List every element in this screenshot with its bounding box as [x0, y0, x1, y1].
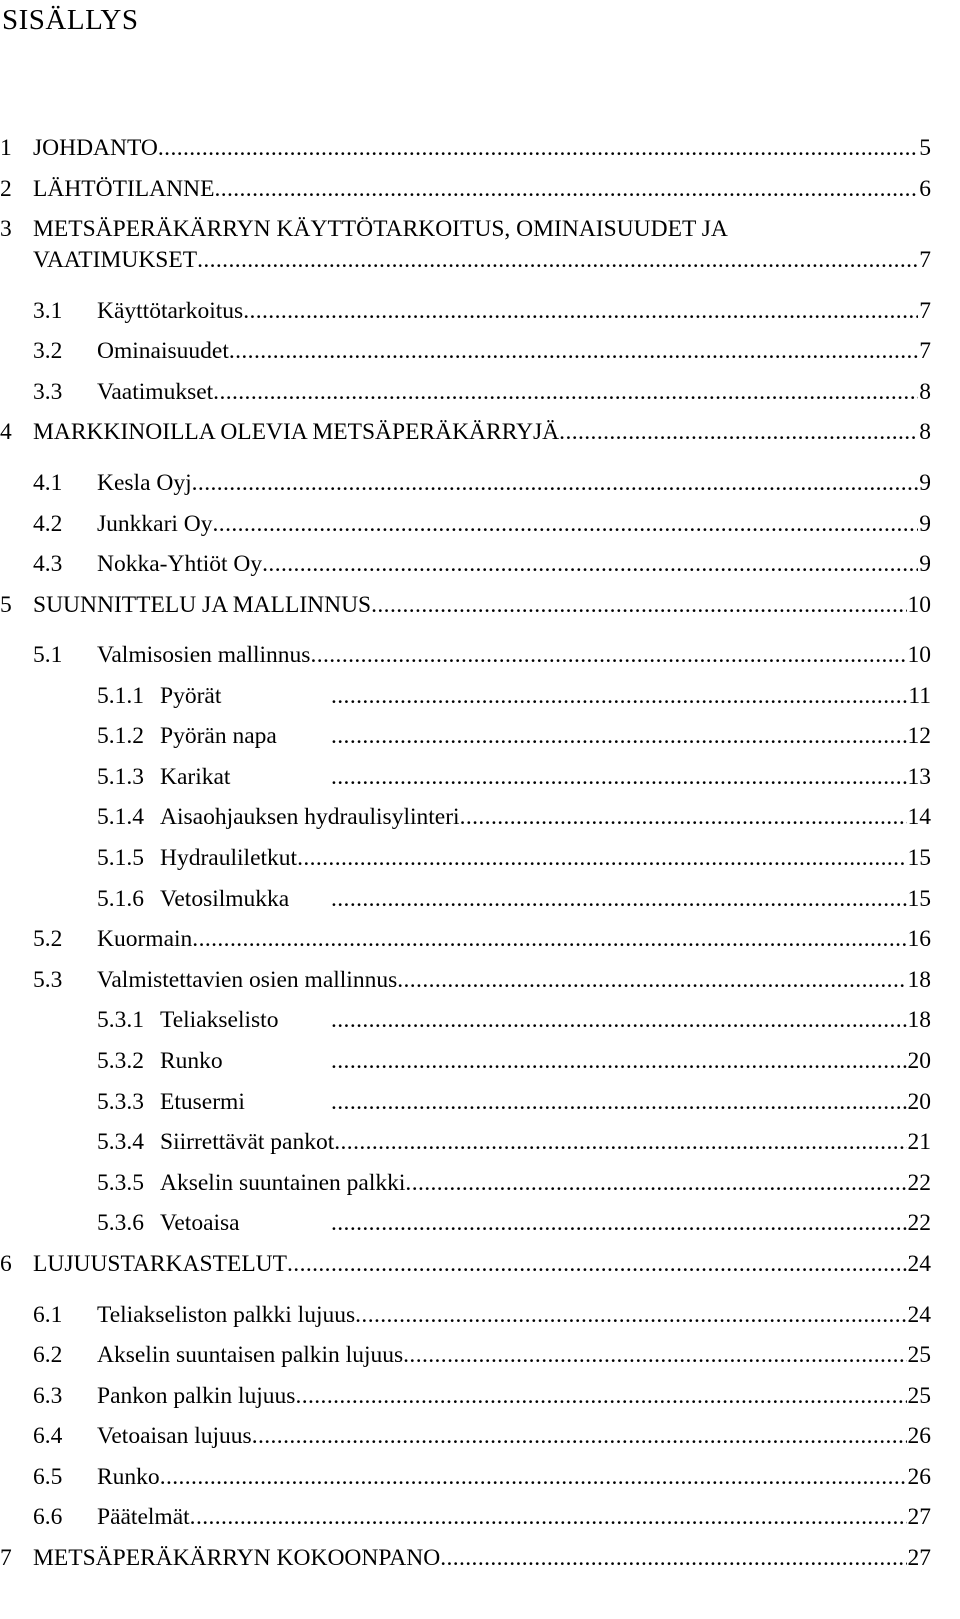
dot-leader	[331, 882, 907, 916]
toc-entry-number: 5.3.6	[97, 1210, 144, 1236]
toc-entry-title: Valmistettavien osien mallinnus	[97, 967, 398, 993]
toc-entry-number: 5.3.1	[97, 1007, 144, 1033]
toc-entry-title: SUUNNITTELU JA MALLINNUS	[33, 592, 372, 618]
toc-entry-page: 25	[907, 1342, 931, 1368]
dot-leader	[197, 243, 918, 277]
toc-entry[interactable]	[0, 1419, 931, 1453]
dot-leader	[405, 1166, 906, 1200]
dot-leader	[213, 507, 919, 541]
dot-leader	[331, 679, 907, 713]
toc-entry[interactable]	[0, 800, 931, 834]
toc-entry-page: 26	[907, 1423, 931, 1449]
toc-entry-page: 21	[907, 1129, 931, 1155]
toc-entry[interactable]	[0, 294, 931, 328]
toc-entry-page: 9	[919, 470, 931, 496]
toc-entry-number: 6.1	[33, 1302, 63, 1328]
toc-entry[interactable]	[0, 1044, 931, 1078]
toc-entry-page: 27	[907, 1504, 931, 1530]
toc-entry[interactable]	[0, 963, 931, 997]
dot-leader	[460, 800, 907, 834]
toc-entry[interactable]	[0, 1338, 931, 1372]
toc-entry-title: Nokka-Yhtiöt Oy	[97, 551, 263, 577]
toc-entry[interactable]	[0, 507, 931, 541]
toc-entry-number: 5	[0, 592, 12, 618]
toc-entry-page: 24	[907, 1251, 931, 1277]
toc-entry-number: 4.3	[33, 551, 63, 577]
toc-entry[interactable]	[0, 415, 931, 449]
toc-entry-page: 6	[919, 176, 931, 202]
toc-entry[interactable]	[0, 243, 931, 277]
dot-leader	[252, 1419, 907, 1453]
toc-entry[interactable]	[0, 1085, 931, 1119]
dot-leader	[371, 588, 906, 622]
dot-leader	[214, 172, 918, 206]
toc-entry-title: Käyttötarkoitus	[97, 298, 244, 324]
toc-entry-title: Vetoaisan lujuus	[97, 1423, 252, 1449]
toc-entry-title: Kesla Oyj	[97, 470, 192, 496]
dot-leader	[355, 1298, 906, 1332]
toc-entry-title: Akselin suuntaisen palkin lujuus	[97, 1342, 404, 1368]
page-title: SISÄLLYS	[2, 4, 139, 36]
toc-entry[interactable]	[0, 588, 931, 622]
toc-entry-number: 6.2	[33, 1342, 63, 1368]
toc-entry-page: 5	[919, 135, 931, 161]
toc-entry-page: 26	[907, 1464, 931, 1490]
dot-leader	[158, 131, 918, 165]
dot-leader	[297, 841, 906, 875]
toc-entry-number: 3.3	[33, 379, 63, 405]
dot-leader	[295, 1379, 906, 1413]
toc-entry[interactable]	[0, 375, 931, 409]
toc-entry-number: 6.5	[33, 1464, 63, 1490]
toc-entry-title: METSÄPERÄKÄRRYN KOKOONPANO	[33, 1545, 441, 1571]
toc-entry-page: 12	[907, 723, 931, 749]
toc-entry-number: 4	[0, 419, 12, 445]
toc-entry[interactable]	[0, 679, 931, 713]
toc-entry-title: Runko	[160, 1048, 223, 1074]
dot-leader	[213, 375, 918, 409]
toc-entry[interactable]	[0, 1125, 931, 1159]
toc-entry-title: Kuormain	[97, 926, 193, 952]
toc-entry-page: 10	[907, 642, 931, 668]
toc-entry-page: 15	[907, 886, 931, 912]
toc-entry[interactable]	[0, 719, 931, 753]
toc-entry-page: 20	[907, 1048, 931, 1074]
toc-entry-page: 10	[907, 592, 931, 618]
toc-entry-number: 3.1	[33, 298, 63, 324]
toc-entry[interactable]	[0, 1541, 931, 1575]
toc-entry-title: Ominaisuudet	[97, 338, 229, 364]
toc-entry-title: Pankon palkin lujuus	[97, 1383, 296, 1409]
dot-leader	[190, 1500, 907, 1534]
toc-entry-number: 5.3.4	[97, 1129, 144, 1155]
toc-entry-number: 3	[0, 216, 12, 242]
toc-entry[interactable]	[0, 1460, 931, 1494]
toc-entry-page: 27	[907, 1545, 931, 1571]
dot-leader	[331, 1206, 907, 1240]
toc-entry-page: 7	[919, 298, 931, 324]
dot-leader	[229, 334, 918, 368]
toc-entry[interactable]	[0, 841, 931, 875]
toc-entry-page: 7	[919, 247, 931, 273]
toc-entry-page: 13	[907, 764, 931, 790]
toc-entry-number: 5.1	[33, 642, 63, 668]
toc-entry-first-line[interactable]	[0, 212, 931, 246]
toc-entry-page: 9	[919, 551, 931, 577]
toc-entry-number: 1	[0, 135, 12, 161]
toc-entry[interactable]	[0, 638, 931, 672]
toc-entry-title: Pyörät	[160, 683, 222, 709]
dot-leader	[192, 922, 906, 956]
dot-leader	[559, 415, 918, 449]
toc-entry-title: Teliakselisto	[160, 1007, 279, 1033]
toc-entry-title: MARKKINOILLA OLEVIA METSÄPERÄKÄRRYJÄ	[33, 419, 560, 445]
toc-entry-number: 4.2	[33, 511, 63, 537]
toc-entry-page: 24	[907, 1302, 931, 1328]
toc-entry-page: 9	[919, 511, 931, 537]
toc-entry-page: 20	[907, 1089, 931, 1115]
toc-entry-page: 22	[907, 1210, 931, 1236]
toc-entry-page: 15	[907, 845, 931, 871]
toc-entry-number: 5.1.3	[97, 764, 144, 790]
toc-entry-title: Aisaohjauksen hydraulisylinteri	[160, 804, 460, 830]
dot-leader	[310, 638, 906, 672]
toc-entry-number: 2	[0, 176, 12, 202]
toc-entry[interactable]	[0, 172, 931, 206]
toc-entry-title: Vetoaisa	[160, 1210, 240, 1236]
toc-entry-title: Teliakseliston palkki lujuus	[97, 1302, 356, 1328]
toc-entry-title: METSÄPERÄKÄRRYN KÄYTTÖTARKOITUS, OMINAISUUDET JA	[33, 216, 728, 242]
dot-leader	[331, 1085, 907, 1119]
toc-entry-number: 7	[0, 1545, 12, 1571]
toc-entry-title: Vaatimukset	[97, 379, 214, 405]
toc-entry[interactable]	[0, 1166, 931, 1200]
toc-entry-title: LUJUUSTARKASTELUT	[33, 1251, 288, 1277]
toc-entry-page: 7	[919, 338, 931, 364]
toc-entry-page: 8	[919, 419, 931, 445]
toc-entry-title: LÄHTÖTILANNE	[33, 176, 215, 202]
toc-entry[interactable]	[0, 1298, 931, 1332]
toc-entry[interactable]	[0, 882, 931, 916]
toc-entry[interactable]	[0, 922, 931, 956]
toc-entry[interactable]	[0, 466, 931, 500]
toc-entry-title: Siirrettävät pankot	[160, 1129, 335, 1155]
toc-entry-title: Vetosilmukka	[160, 886, 290, 912]
toc-entry[interactable]	[0, 1247, 931, 1281]
toc-entry-number: 5.3	[33, 967, 63, 993]
dot-leader	[331, 1003, 907, 1037]
toc-entry-page: 14	[907, 804, 931, 830]
toc-entry-title: Runko	[97, 1464, 160, 1490]
dot-leader	[243, 294, 918, 328]
toc-entry-page: 11	[908, 683, 931, 709]
toc-entry-title: Karikat	[160, 764, 231, 790]
toc-entry-number: 5.3.5	[97, 1170, 144, 1196]
dot-leader	[403, 1338, 906, 1372]
toc-entry-number: 5.1.1	[97, 683, 144, 709]
dot-leader	[397, 963, 906, 997]
toc-entry[interactable]	[0, 334, 931, 368]
toc-entry-title: JOHDANTO	[33, 135, 158, 161]
dot-leader	[160, 1460, 907, 1494]
toc-entry[interactable]	[0, 131, 931, 165]
dot-leader	[331, 760, 907, 794]
dot-leader	[262, 547, 918, 581]
dot-leader	[192, 466, 919, 500]
toc-entry-page: 25	[907, 1383, 931, 1409]
toc-entry[interactable]	[0, 1206, 931, 1240]
toc-entry-number: 3.2	[33, 338, 63, 364]
dot-leader	[331, 719, 907, 753]
toc-entry-page: 16	[907, 926, 931, 952]
toc-entry[interactable]	[0, 1003, 931, 1037]
toc-entry-number: 5.1.5	[97, 845, 144, 871]
toc-entry-number: 5.2	[33, 926, 63, 952]
toc-entry-title: Päätelmät	[97, 1504, 190, 1530]
toc-entry-number: 5.3.2	[97, 1048, 144, 1074]
toc-entry-number: 5.1.4	[97, 804, 144, 830]
toc-entry-page: 18	[907, 967, 931, 993]
toc-entry-title: VAATIMUKSET	[33, 247, 198, 273]
toc-entry-title: Hydrauliletkut	[160, 845, 298, 871]
toc-entry-number: 6.3	[33, 1383, 63, 1409]
toc-entry-number: 6.4	[33, 1423, 63, 1449]
toc-entry-number: 5.1.6	[97, 886, 144, 912]
toc-entry-title: Valmisosien mallinnus	[97, 642, 311, 668]
toc-entry[interactable]	[0, 1500, 931, 1534]
toc-entry-page: 18	[907, 1007, 931, 1033]
dot-leader	[334, 1125, 906, 1159]
toc-entry[interactable]	[0, 1379, 931, 1413]
toc-entry-title: Pyörän napa	[160, 723, 277, 749]
toc-entry-title: Junkkari Oy	[97, 511, 213, 537]
dot-leader	[331, 1044, 907, 1078]
toc-entry-page: 22	[907, 1170, 931, 1196]
toc-entry-number: 5.1.2	[97, 723, 144, 749]
dot-leader	[287, 1247, 906, 1281]
toc-entry[interactable]	[0, 547, 931, 581]
toc-entry[interactable]	[0, 760, 931, 794]
dot-leader	[440, 1541, 906, 1575]
toc-entry-number: 6	[0, 1251, 12, 1277]
toc-entry-page: 8	[919, 379, 931, 405]
toc-entry-number: 4.1	[33, 470, 63, 496]
toc-entry-number: 5.3.3	[97, 1089, 144, 1115]
toc-entry-title: Etusermi	[160, 1089, 245, 1115]
toc-entry-title: Akselin suuntainen palkki	[160, 1170, 406, 1196]
toc-entry-number: 6.6	[33, 1504, 63, 1530]
